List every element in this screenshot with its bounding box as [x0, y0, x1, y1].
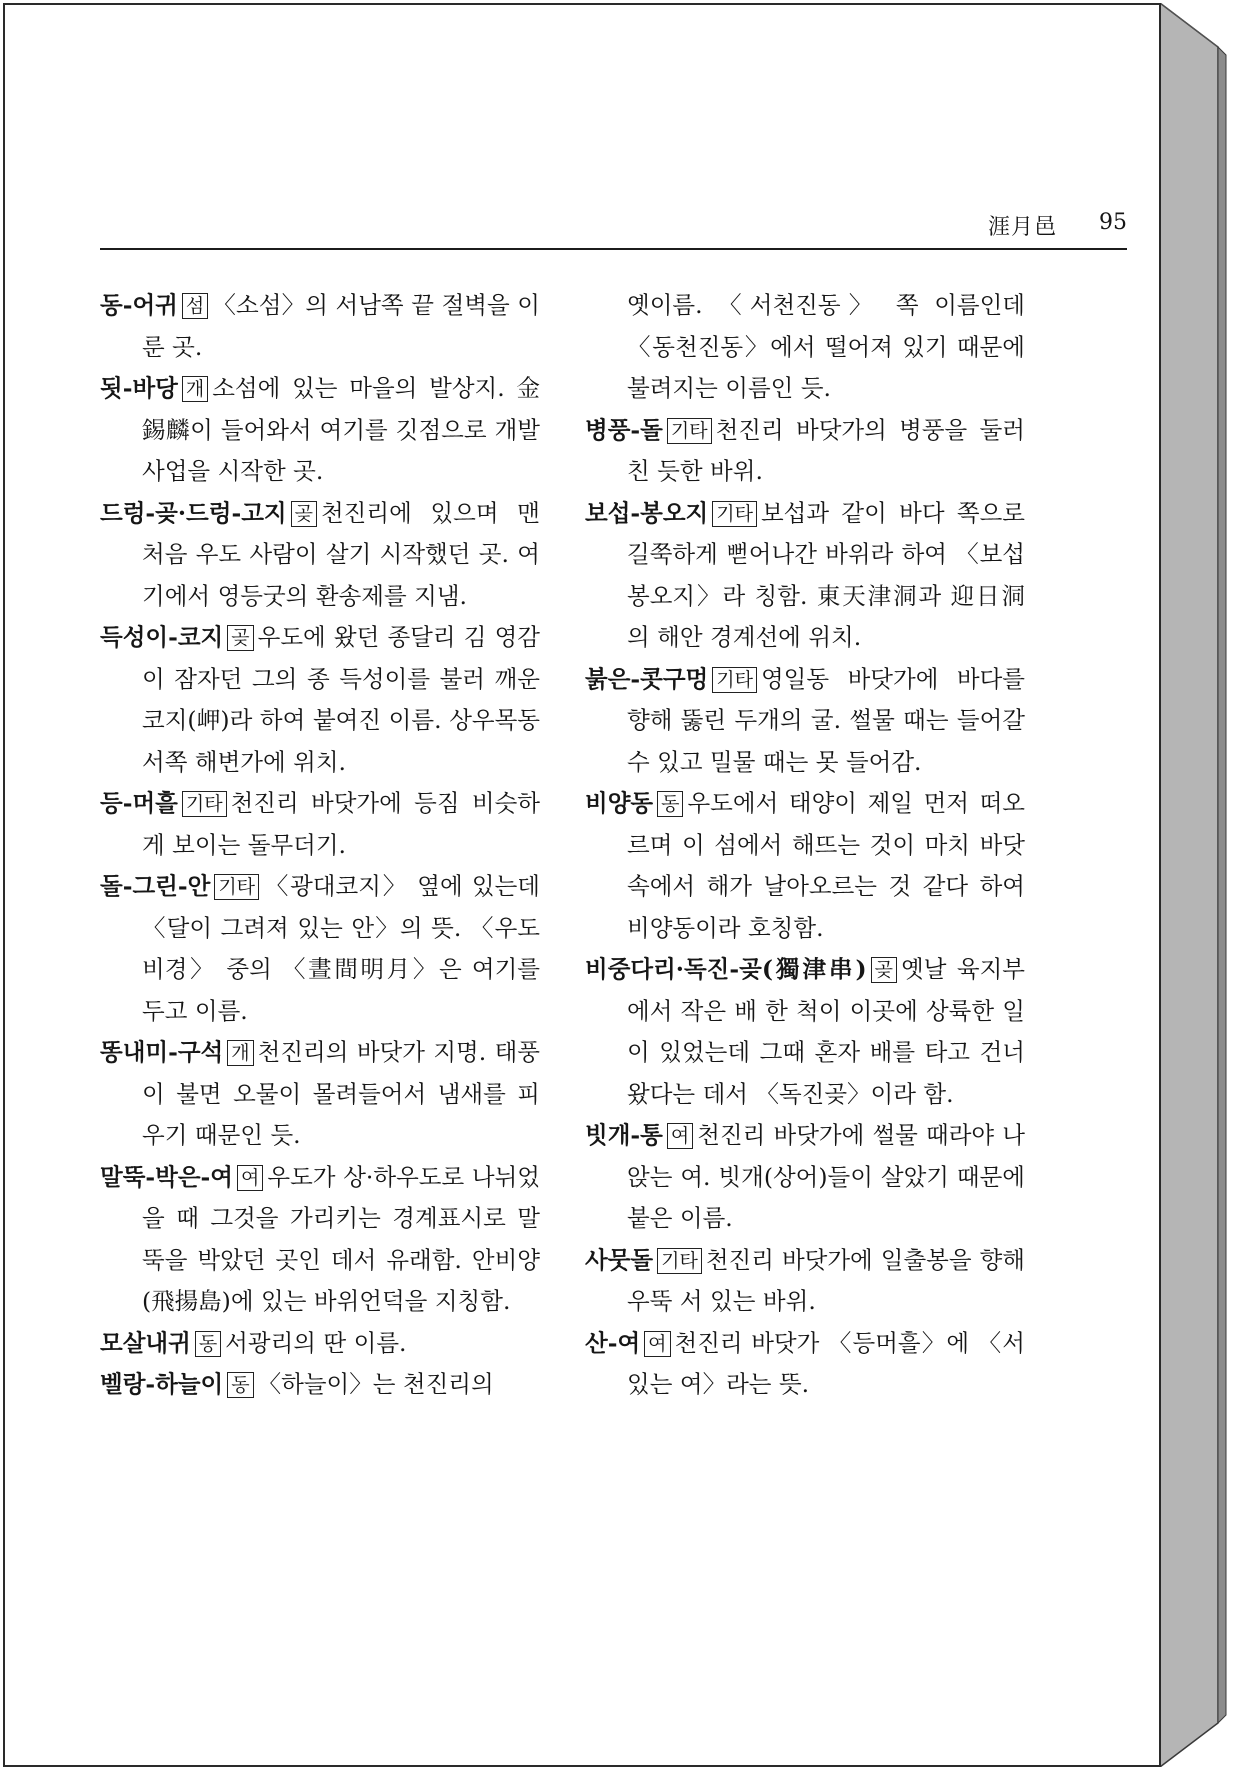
entry-text: 보섭과 같이 바다 쪽으로 길쭉하게 뻗어나간 바위라 하여 〈보섭봉오지〉라 칭함. 東天津洞과 迎日洞의 해안 경계선에 위치. — [627, 498, 1025, 651]
entry — [585, 949, 1025, 1115]
entry-text: 우도에 왔던 종달리 김 영감이 잠자던 그의 종 득성이를 불러 깨운 코지(岬)라 하여 붙여진 이름. 상우목동 서쪽 해변가에 위치. — [142, 623, 540, 776]
entry-term: 병풍-돌 — [585, 415, 663, 444]
entry — [585, 659, 1025, 784]
entry-term: 벨랑-하늘이 — [100, 1370, 224, 1398]
entry — [100, 1157, 540, 1323]
entry-term: 동-어귀 — [100, 291, 178, 319]
entry-term: 모살내귀 — [100, 1328, 191, 1357]
entry-term: 돌-그린-안 — [100, 872, 211, 900]
category-tag: 기타 — [657, 1248, 702, 1274]
category-tag: 기타 — [712, 501, 757, 527]
category-tag: 개 — [182, 376, 208, 402]
entry-term: 말뚝-박은-여 — [100, 1162, 234, 1191]
entry — [585, 1115, 1025, 1240]
category-tag: 동 — [227, 1372, 253, 1398]
entry-text: 우도에서 태양이 제일 먼저 떠오르며 이 섬에서 해뜨는 것이 마치 바닷속에서 해가 날아오르는 것 같다 하여 비양동이라 호칭함. — [627, 789, 1025, 942]
entry-term: 산-여 — [585, 1328, 641, 1357]
entry — [100, 1364, 540, 1406]
entry-text: 천진리 바닷가의 병풍을 둘러친 듯한 바위. — [627, 415, 1025, 485]
entry-term: 붉은-콧구멍 — [585, 664, 709, 693]
entry — [100, 285, 540, 368]
right-column — [585, 285, 1025, 1406]
entry — [585, 493, 1025, 659]
entry-term: 비중다리·독진-곶(獨津串) — [585, 955, 867, 983]
entry-text: 〈광대코지〉 옆에 있는데 〈달이 그려져 있는 안〉의 뜻. 〈우도 비경〉 중의 〈晝間明月〉은 여기를 두고 이름. — [142, 872, 540, 1025]
entry — [585, 783, 1025, 949]
entry-text: 영일동 바닷가에 바다를 향해 뚫린 두개의 굴. 썰물 때는 들어갈 수 있고 밀물 때는 못 들어감. — [627, 664, 1025, 776]
entry-text: 〈하늘이〉는 천진리의 — [257, 1370, 494, 1398]
category-tag: 개 — [227, 1040, 253, 1066]
entry-text: 서광리의 딴 이름. — [225, 1328, 407, 1357]
entry-text: 천진리에 있으며 맨처음 우도 사람이 살기 시작했던 곳. 여기에서 영등굿의 환송제를 지냄. — [142, 498, 540, 610]
entry — [585, 410, 1025, 493]
running-header — [100, 208, 1127, 250]
category-tag: 섬 — [182, 293, 208, 319]
entry-text: 천진리 바닷가 〈등머흘〉에 〈서 있는 여〉라는 뜻. — [627, 1328, 1025, 1398]
entry-text: 천진리 바닷가에 썰물 때라야 나앉는 여. 빗개(상어)들이 살았기 때문에 붙은 이름. — [627, 1121, 1025, 1232]
page-number: 95 — [1099, 210, 1127, 235]
entry — [100, 783, 540, 866]
category-tag: 여 — [644, 1331, 670, 1357]
category-tag: 동 — [657, 791, 683, 817]
entry — [585, 1323, 1025, 1406]
left-column — [100, 285, 540, 1406]
entry — [585, 1240, 1025, 1323]
category-tag: 곶 — [291, 501, 317, 527]
category-tag: 기타 — [712, 667, 757, 693]
entry-term: 비양동 — [585, 789, 654, 817]
running-title: 涯月邑 — [987, 215, 1057, 240]
entry — [100, 866, 540, 1032]
entry-text: 천진리의 바닷가 지명. 태풍이 불면 오물이 몰려들어서 냄새를 피우기 때문인 듯. — [142, 1038, 540, 1149]
category-tag: 곶 — [871, 957, 897, 983]
category-tag: 기타 — [667, 418, 712, 444]
category-tag: 여 — [237, 1165, 263, 1191]
entry-text: 〈소섬〉의 서남쪽 끝 절벽을 이룬 곳. — [142, 291, 540, 361]
entry — [100, 493, 540, 618]
category-tag: 기타 — [182, 791, 227, 817]
entry — [100, 1032, 540, 1157]
entry-text: 우도가 상·하우도로 나뉘었을 때 그것을 가리키는 경계표시로 말뚝을 박았던 곳인 데서 유래함. 안비양(飛揚島)에 있는 바위언덕을 지칭함. — [142, 1162, 540, 1315]
entry-term: 보섭-봉오지 — [585, 498, 709, 527]
entry-text: 천진리 바닷가에 등짐 비슷하게 보이는 돌무더기. — [142, 789, 540, 859]
entry-term: 됫-바당 — [100, 374, 178, 402]
entry — [100, 1323, 540, 1365]
entry — [100, 617, 540, 783]
entry-text: 소섬에 있는 마을의 발상지. 金錫麟이 들어와서 여기를 깃점으로 개발사업을 시작한 곳. — [142, 374, 540, 485]
category-tag: 여 — [667, 1123, 693, 1149]
entry-continuation — [585, 285, 1025, 410]
entry-term: 드렁-곶·드렁-고지 — [100, 498, 287, 527]
entry-text: 천진리 바닷가에 일출봉을 향해 우뚝 서 있는 바위. — [627, 1245, 1025, 1315]
entry — [100, 368, 540, 493]
category-tag: 기타 — [214, 874, 259, 900]
entry-term: 등-머흘 — [100, 789, 178, 817]
category-tag: 곶 — [227, 625, 253, 651]
entry-term: 똥내미-구석 — [100, 1038, 224, 1066]
entry-text: 옛이름. 〈서천진동〉 쪽 이름인데 〈동천진동〉에서 떨어져 있기 때문에 불려지는 이름인 듯. — [627, 291, 1025, 402]
entry-term: 사뭇돌 — [585, 1245, 654, 1274]
entry-text: 옛날 육지부에서 작은 배 한 척이 이곳에 상륙한 일이 있었는데 그때 혼자 배를 타고 건너왔다는 데서 〈독진곶〉이라 함. — [627, 955, 1025, 1108]
entry-term: 득성이-코지 — [100, 623, 224, 651]
category-tag: 동 — [195, 1331, 221, 1357]
page-edge-stack — [1160, 3, 1240, 1767]
entry-term: 빗개-통 — [585, 1121, 663, 1149]
